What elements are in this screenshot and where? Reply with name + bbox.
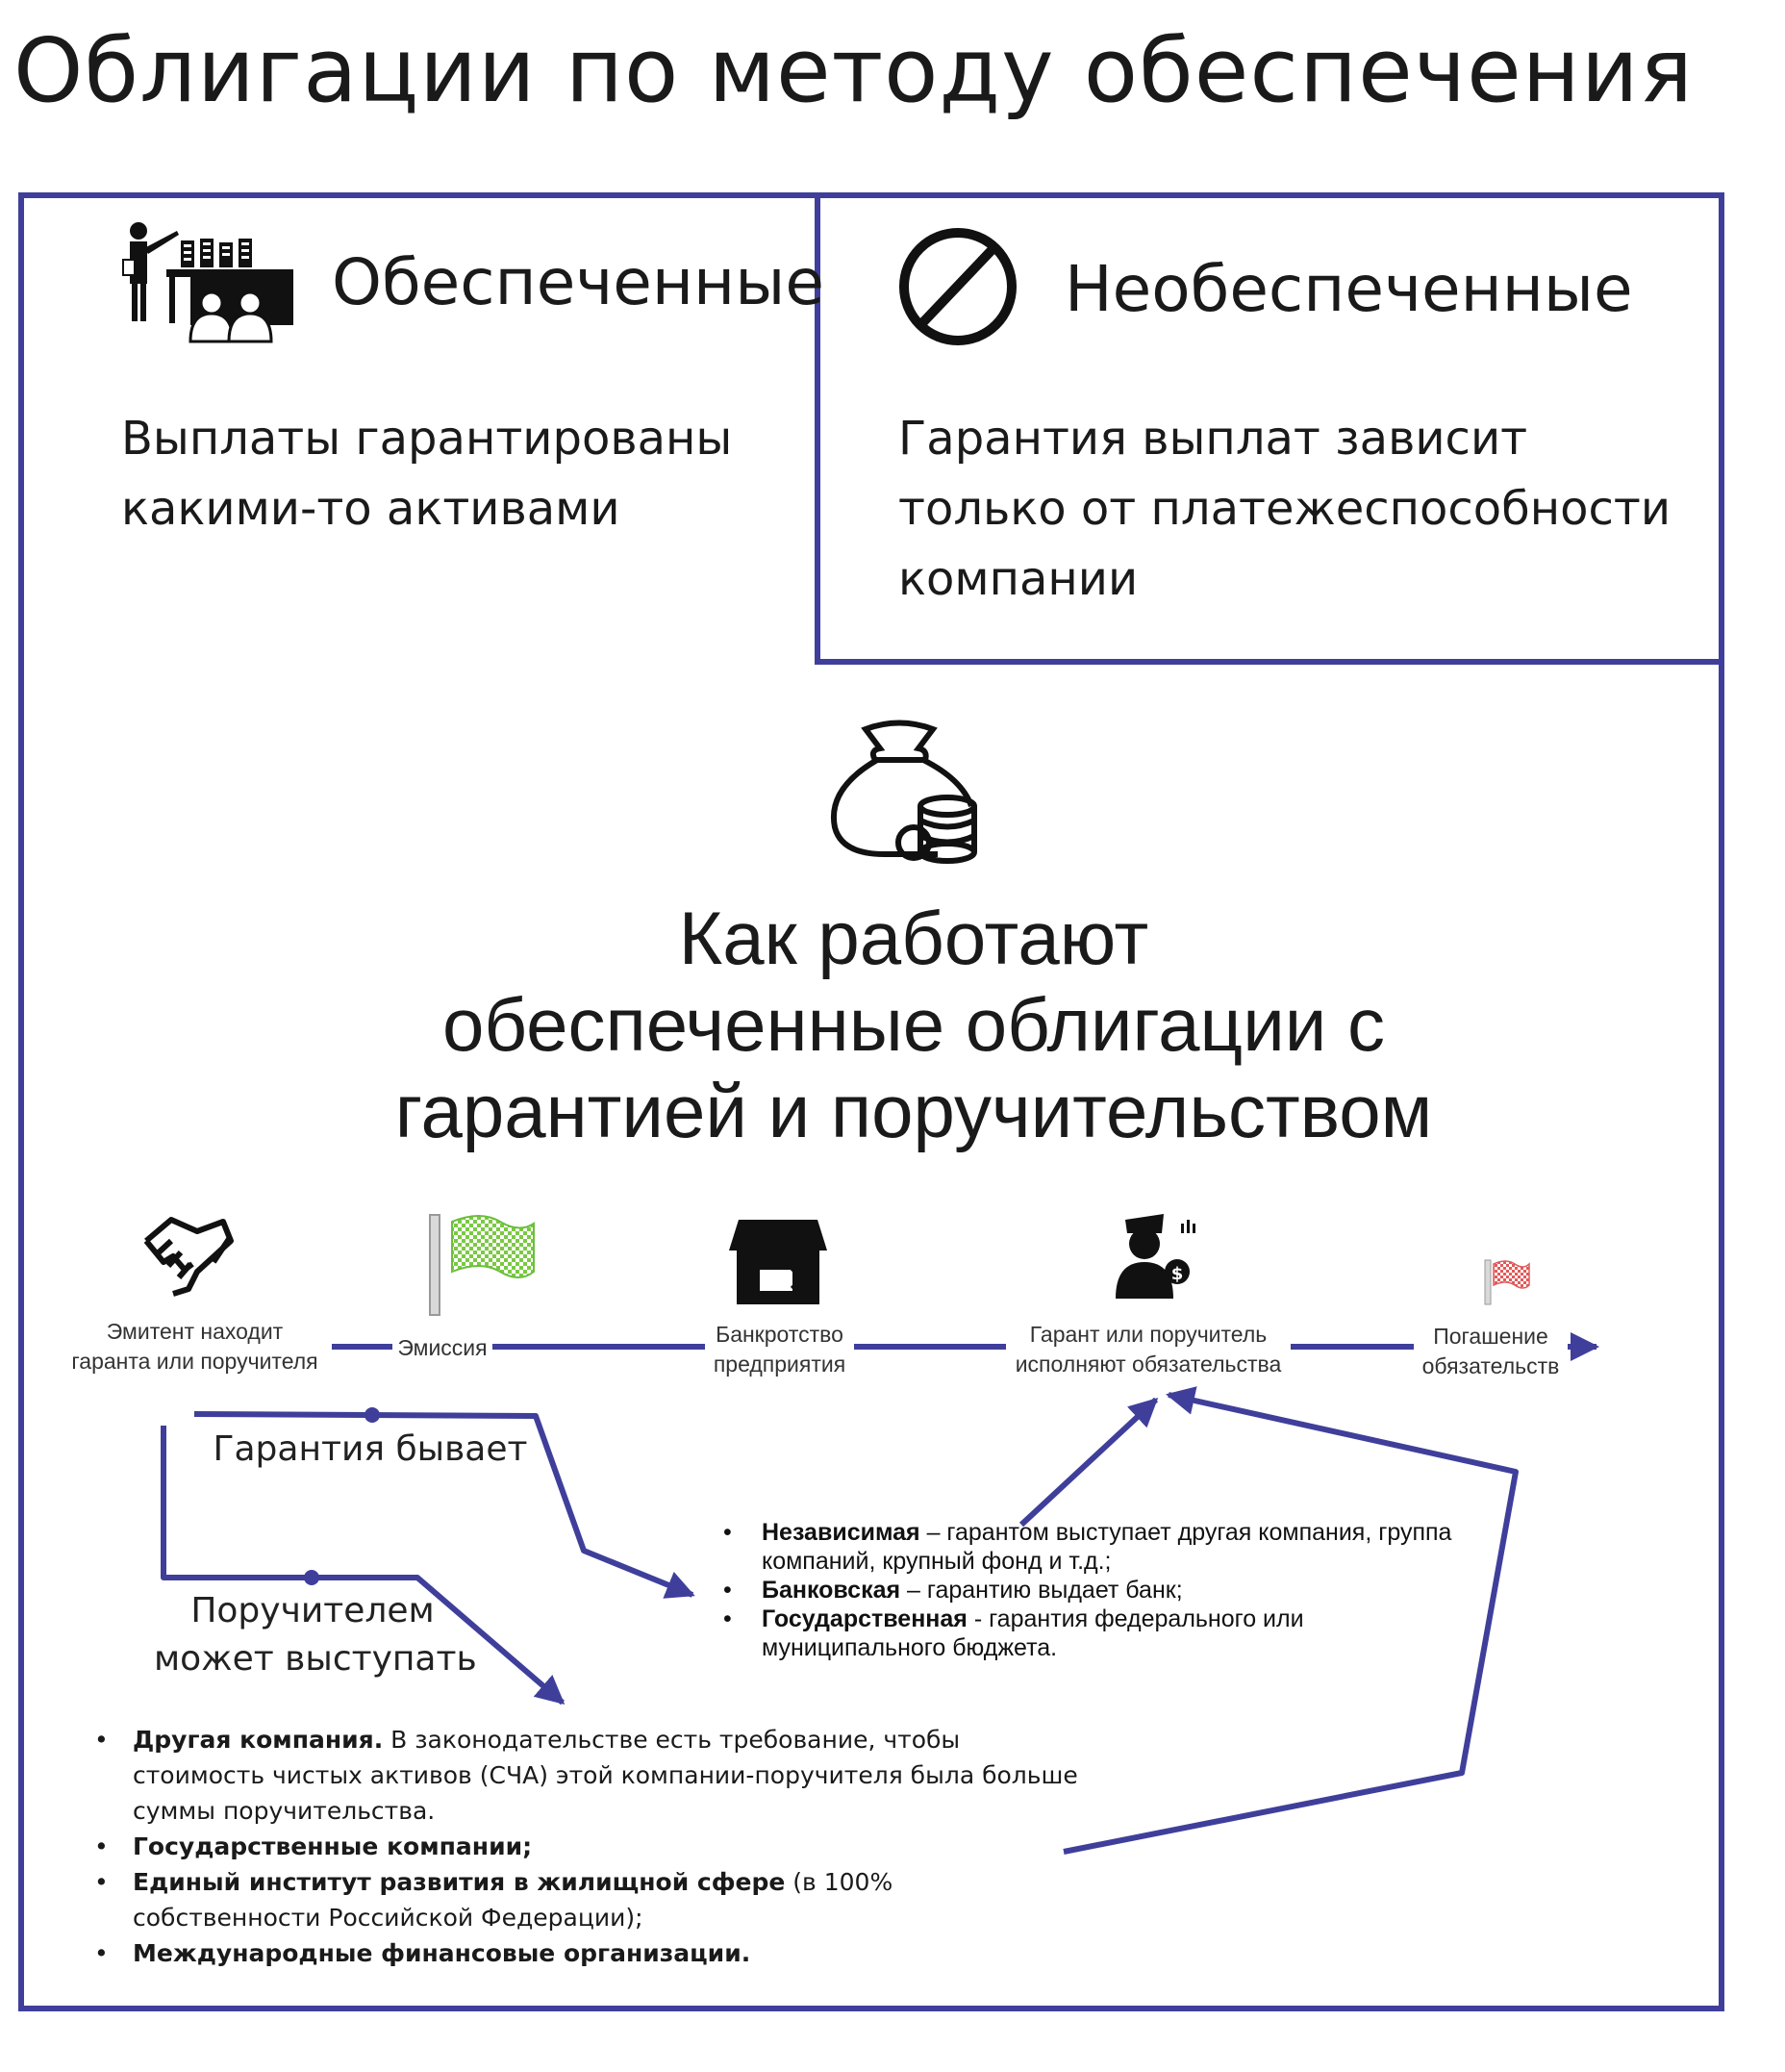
step-line: гаранта или поручителя — [71, 1349, 318, 1374]
item-text: - гарантия федерального или муниципального бюджета. — [762, 1605, 1304, 1661]
step-label-guarantor-fulfills — [1006, 1320, 1291, 1379]
guarantee-types-list — [723, 1518, 1454, 1662]
list-item — [94, 1829, 1085, 1864]
presenter-audience-icon — [123, 222, 293, 341]
unsecured-title: Необеспеченные — [1065, 252, 1633, 326]
item-text: В законодательстве есть требование, чтобы стоимость чистых активов (СЧА) этой компании-поручителя была больше суммы поручительства. — [133, 1726, 1078, 1825]
how-title-line: обеспеченные облигации с — [441, 982, 1386, 1067]
item-bold: Банковская — [762, 1577, 901, 1604]
guarantee-label: Гарантия бывает — [213, 1429, 528, 1469]
step-line: Гарант или поручитель — [1029, 1322, 1268, 1347]
unsecured-description — [898, 404, 1687, 615]
step-line: исполняют обязательства — [1015, 1352, 1282, 1377]
item-text: – гарантом выступает другая компания, группа компаний, крупный фонд и т.д.; — [762, 1519, 1452, 1575]
item-text: – гарантию выдает банк; — [900, 1577, 1183, 1604]
unsecured-line: Гарантия выплат зависит — [898, 412, 1528, 466]
list-item — [723, 1605, 1454, 1662]
page-title: Облигации по методу обеспечения — [13, 19, 1694, 122]
green-flag-icon — [430, 1215, 534, 1315]
unsecured-line: компании — [898, 552, 1139, 606]
surety-label — [154, 1587, 477, 1683]
step-line: предприятия — [713, 1352, 846, 1377]
item-bold: Другая компания. — [133, 1726, 384, 1754]
step-label-find-guarantor — [58, 1317, 332, 1377]
guarantee-dot — [365, 1407, 380, 1423]
step-label-repayment — [1414, 1322, 1568, 1381]
item-bold: Государственная — [762, 1605, 968, 1632]
prohibited-icon — [904, 233, 1012, 341]
surety-types-list — [94, 1722, 1085, 1971]
step-label-emission — [392, 1333, 492, 1363]
item-text: (в 100% собственности Российской Федерации); — [133, 1868, 893, 1932]
closed-shop-icon — [729, 1220, 827, 1304]
list-item — [723, 1576, 1454, 1605]
red-flag-icon — [1485, 1260, 1529, 1304]
step-line: Эмитент находит — [106, 1319, 284, 1344]
item-bold: Международные финансовые организации. — [133, 1939, 751, 1967]
list-item — [723, 1518, 1454, 1576]
step-line: Банкротство — [716, 1322, 843, 1347]
step-line: Погашение — [1433, 1324, 1548, 1349]
list-item — [94, 1935, 1085, 1971]
list-item — [94, 1864, 1085, 1935]
handshake-icon — [146, 1220, 231, 1294]
secured-description: Выплаты гарантированы какими-то активами — [121, 412, 733, 536]
step-label-bankruptcy — [705, 1320, 854, 1379]
item-bold: Единый институт развития в жилищной сфере — [133, 1868, 786, 1896]
how-it-works-title — [289, 895, 1539, 1154]
svg-text:$: $ — [1170, 1264, 1184, 1284]
step-line: Эмиссия — [397, 1335, 488, 1360]
how-title-line: Как работают — [678, 896, 1149, 980]
list-item — [94, 1722, 1085, 1829]
surety-label-line: может выступать — [154, 1639, 477, 1679]
guarantor-person-icon — [1116, 1214, 1195, 1299]
unsecured-line: только от платежеспособности — [898, 482, 1672, 536]
surety-dot — [304, 1570, 319, 1585]
item-bold: Независимая — [762, 1519, 920, 1546]
secured-title: Обеспеченные — [332, 245, 824, 319]
money-bag-coins-icon — [834, 723, 974, 862]
surety-label-line: Поручителем — [190, 1591, 435, 1630]
step-line: обязательств — [1421, 1353, 1560, 1378]
item-bold: Государственные компании; — [133, 1832, 533, 1860]
how-title-line: гарантией и поручительством — [394, 1069, 1433, 1153]
